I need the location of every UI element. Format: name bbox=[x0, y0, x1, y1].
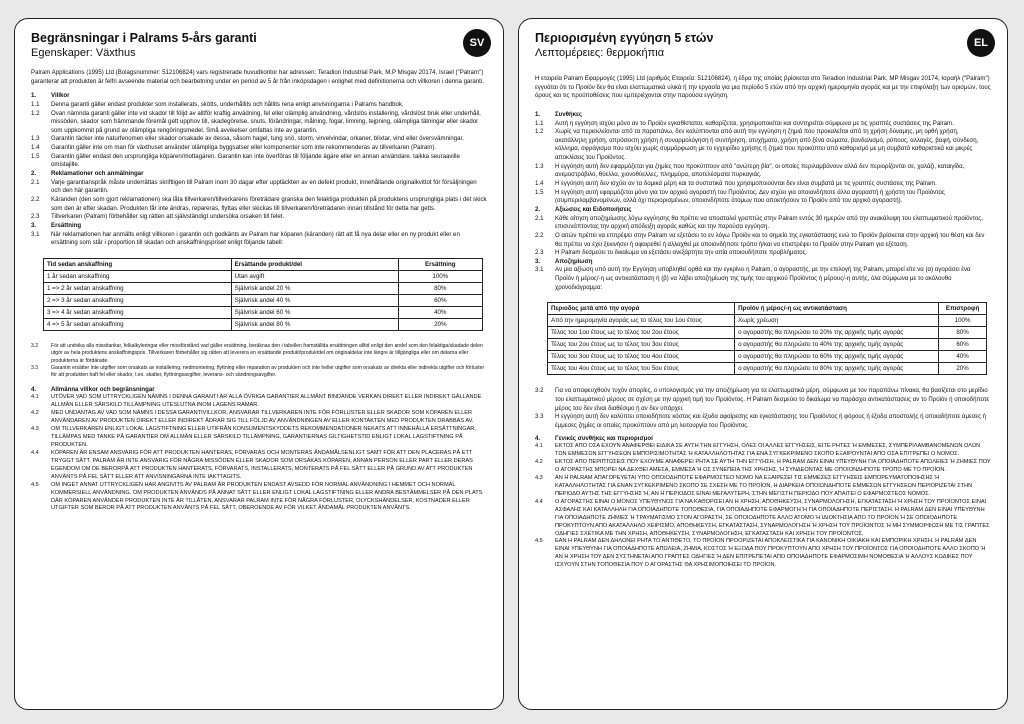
clause-number: 3.2 bbox=[535, 387, 544, 395]
table-cell: 60% bbox=[939, 339, 987, 351]
clause-text: Garantin gäller inte om man för växthuset använder olämpliga byggsatser eller komponenter som inte rekommenderas av tillverkaren (Palram). bbox=[51, 144, 437, 152]
table-cell: ο αγοραστής θα πληρώσει το 80% της αρχικής τιμής αγοράς bbox=[735, 363, 939, 375]
section-heading: 2. Αξιώσεις και Ειδοποιήσεις bbox=[535, 205, 632, 213]
section-heading: 3. Ersättning bbox=[31, 221, 82, 229]
clause-item bbox=[535, 387, 991, 413]
table-cell: Τέλος του 1ου έτους ως το τέλος του 2ου έτους bbox=[548, 327, 735, 339]
clause-item bbox=[535, 413, 991, 430]
section-heading: 3. Αποζημίωση bbox=[535, 257, 593, 265]
warranty-page-el bbox=[518, 18, 1008, 710]
table-cell: 100% bbox=[398, 270, 482, 282]
clause-item bbox=[31, 450, 487, 482]
table-row bbox=[548, 315, 987, 327]
clause-text: Ovan nämnda garanti gäller inte vid skador till följd av alltför kraftig anvädning, fel eller olämplig användning, vårdslös installering, vårdslöst bruk eller underhåll, missöden, skador som främmande föremål gett upphov till, skadegörelse, snuts, förändringar, målning, fogar, limning, tejpning, olämpliga tätningar eller skador som uppkommit på grund av olämpliga rengöringsmedel. Små avvikelser omfattas inte av garantin. bbox=[51, 109, 481, 134]
section-list bbox=[535, 120, 991, 206]
table-cell: Από την ημερομηνία αγοράς ως το τέλος του 1ου έτους bbox=[548, 315, 735, 327]
table-header-row bbox=[44, 258, 483, 270]
clause-text: Η εγγύηση αυτή δεν καλύπτει οποιοδήποτε κόστος και έξοδα αφαίρεσης και εγκατάστασης του Προϊόντος ή φόρους ή έξοδα αποστολής ή οποιαδήποτε άμεσες ή έμμεσες ζημίες οι οποίες προκύπτουν από μη λειτουργία του Προϊόντος. bbox=[555, 413, 987, 429]
clause-item bbox=[535, 475, 991, 499]
clause-text: KÖPAREN ÄR ENSAM ANSVARIG FÖR ATT PRODUKTEN HANTERAS, FÖRVARAS OCH MONTERAS ÄNDAMÅLSENLIGT SAMT FÖR ATT DEN PLACERAS PÅ ETT TRYGGT SÄTT. PALRAM ÄR INTE ANSVARIG FÖR NÅGRA MISSÖDEN ELLER SKADOR SOM ORSAKAS KÖPAREN, ANNAN PERSON ELLER PART ELLER DERAS EGENDOM OM DE BERORPÅ ATT PRODUKTEN HANTERATS, FÖRVARATS, INSTALLERATS, MONTERATS PÅ FEL SÄTT ELLER PÅ GRUND AV ATT PRODUKTEN ANVÄNTS PÅ FEL SÄTT ELLER ATT ANVISNINGARNA INTE IAKTTAGITS. bbox=[51, 449, 473, 480]
clause-text: Αυτή η εγγύηση ισχύει μόνο αν το Προϊόν εγκαθίσταται, καθαρίζεται, χρησιμοποιείται και συντηρείται σύμφωνα με τις γραπτές συστάσεις της Palram. bbox=[555, 119, 954, 127]
clause-number: 4.5 bbox=[535, 538, 543, 545]
clause-item bbox=[31, 101, 487, 110]
clause-text: Χωρίς να περιεκλείονται από τα παραπάνω, δεν καλύπτονται από αυτή την εγγύηση η ζημιά που προκαλείται από τη χρήση δύναμης, μη ορθή χρήση, ακατάλληλη χρήση, απρόσεκτη χρήση ή συναρμολόγηση ή συντήρηση, ατυχήματα, χρήση από ξένα σώματα, βανδαλισμό, ρύπους, αλλαγές, βαφή, σύνδεση, κόλλημα, σφράγισμα που ισχύει χωρίς συμμόρφωση με το εγχειρίδιο χρήσης ή ζημιά που προκύπτει από καθαρισμό με μη συμβατά καθαριστικά και μικρές αποκλίσεις του Προϊόντος. bbox=[555, 128, 979, 162]
clause-item bbox=[31, 343, 487, 365]
clause-text: Varje garantianspråk måste underrättas skriftligen till Palram inom 30 dagar efter upptäckten av en defekt produkt, innehållande originalkvittot för försäljningen och den här garantin. bbox=[51, 178, 477, 195]
clause-text: MED UNDANTAG AV VAD SOM NÄMNS I DESSA GARANTIVILLKOR, ANSVARAR TILLVERKAREN INTE FÖR FÖRLUSTER ELLER SKADOR SOM KÖPAREN ELLER ANVÄNDAREN AV PRODUKTEN DIREKT ELLER INDIREKT ÅDRAR SIG TILL FÖLJD AV ANVÄNDNINGEN AV ELLER KONTAKTEN MED PRODUKTEN DRABBAS AV. bbox=[51, 410, 474, 425]
clause-text: Ο αιτών πρέπει να επιτρέψει στην Palram να εξετάσει το εν λόγω Προϊόν και το σημείο της εγκατάστασης ενώ το Προϊόν βρίσκεται στην αρχική του θέση και δεν θα πρέπει να έχει ξεκινήσει ή αφαιρεθεί ή αλλαχθεί με οποιονδήποτε τρόπο ή/και να επιστρέψει το Προϊόν στην Palram για εξέταση. bbox=[555, 231, 985, 248]
column-header: Επιστροφή bbox=[939, 303, 987, 315]
clause-text: Ο ΑΓΟΡΑΣΤΗΣ ΕΙΝΑΙ Ο ΜΟΝΟΣ ΥΠΕΥΘΥΝΟΣ ΓΙΑ ΝΑ ΚΑΘΟΡΙΣΕΙ ΑΝ Η ΧΡΗΣΗ, ΑΠΟΘΗΚΕΥΣΗ, ΣΥΝΑΡΜΟΛΟΓΗΣΗ, ΕΓΚΑΤΑΣΤΑΣΗ Ή ΧΡΗΣΗ ΤΟΥ ΠΡΟΪΟΝΤΟΣ ΕΙΝΑΙ ΑΣΦΑΛΗΣ ΚΑΙ ΚΑΤΑΛΛΗΛΗ ΓΙΑ ΟΠΟΙΑΔΗΠΟΤΕ ΤΟΠΟΘΕΣΙΑ, ΓΙΑ ΟΠΟΙΑΔΗΠΟΤΕ ΕΦΑΡΜΟΓΗ Ή ΓΙΑ ΟΠΟΙΑΔΗΠΟΤΕ ΠΕΡΙΣΤΑΣΗ. Η PALRAM ΔΕΝ ΕΙΝΑΙ ΥΠΕΥΘΥΝΗ ΓΙΑ ΟΠΟΙΑΔΗΠΟΤΕ ΖΗΜΙΕΣ Ή ΤΡΑΥΜΑΤΙΣΜΟ ΣΤΟΝ ΑΓΟΡΑΣΤΗ, ΣΕ ΟΠΟΙΟΔΗΠΟΤΕ ΑΛΛΟ ΑΤΟΜΟ Ή ΙΔΙΟΚΤΗΣΙΑ ΑΠΟ ΤΟ ΠΡΟΪΟΝ Ή ΣΕ ΟΠΟΙΟΔΗΠΟΤΕ ΠΡΟΚΥΠΤΟΥΝ ΑΠΟ ΑΚΑΤΑΛΛΗΛΟ ΧΕΙΡΙΣΜΟ, ΑΠΟΘΗΚΕΥΣΗ, ΕΓΚΑΤΑΣΤΑΣΗ, ΣΥΝΑΡΜΟΛΟΓΗΣΗ Ή ΧΡΗΣΗ ΤΟΥ ΠΡΟΪΟΝΤΟΣ Ή ΜΗ ΣΥΜΜΟΡΦΩΣΗ ΜΕ ΤΙΣ ΓΡΑΠΤΕΣ ΟΔΗΓΙΕΣ ΣΧΕΤΙΚΑ ΜΕ ΤΗΝ ΧΡΗΣΗ, ΑΠΟΘΗΚΕΥΣΗ, ΣΥΝΑΡΜΟΛΟΓΗΣΗ, ΕΓΚΑΤΑΣΤΑΣΗ ΚΑΙ ΧΡΗΣΗ ΤΟΥ ΠΡΟΪΟΝΤΟΣ. bbox=[555, 498, 990, 537]
clause-text: Κάθε αίτηση αποζημίωσης λόγω εγγύησης θα πρέπει να αποσταλεί γραπτώς στην Palram εντός 30 ημερών από την ανακάλυψη του ελαττωματικού προϊόντος, επισυνάπτοντας την αρχική απόδειξη αγοράς καθώς και την παρούσα εγγύηση. bbox=[555, 214, 983, 231]
clause-number: 1.2 bbox=[535, 128, 544, 136]
clause-item bbox=[535, 538, 991, 570]
clause-text: Käranden (den som gjort reklamationen) ska låta tillverkaren/tillverkarens företrädare granska den felaktiga produkten på produktens ursprungliga plats i det skick som den är efter skadan. Produkten får inte ändras, repareras, flyttas eller skickas till tillverkaren/företrädaren innan tillstånd för detta har getts. bbox=[51, 195, 487, 212]
table-cell: 80% bbox=[398, 282, 482, 294]
table-cell: ο αγοραστής θα πληρώσει το 20% της αρχικής τιμής αγοράς bbox=[735, 327, 939, 339]
table-cell: Utan avgift bbox=[231, 270, 398, 282]
clause-number: 2.3 bbox=[535, 249, 544, 257]
clause-item bbox=[535, 499, 991, 539]
clause-item bbox=[535, 249, 991, 258]
clause-number: 4.1 bbox=[31, 394, 39, 401]
table-row bbox=[548, 339, 987, 351]
language-badge-sv: SV bbox=[463, 29, 491, 57]
table-cell: Självrisk andel 20 % bbox=[231, 282, 398, 294]
table-cell: Τέλος του 3ου έτους ως το τέλος του 4ου έτους bbox=[548, 351, 735, 363]
clause-item bbox=[31, 213, 487, 222]
table-cell: ο αγοραστής θα πληρώσει το 60% της αρχικής τιμής αγοράς bbox=[735, 351, 939, 363]
clause-text: OM INGET ANNAT UTTRYCKLIGEN HAR ANGIVITS AV PALRAM ÄR PRODUKTEN ENDAST AVSEDD FÖR NORMAL ANVÄNDNING I HEMMET OCH NORMAL KOMMERSIELL ANVÄNDNING. OM PRODUKTEN ANVÄNDS PÅ ANNAT SÄTT ELLER ENLIGT LOKAL LAGSTIFTNING ELLER ANDRA BESTÄMMELSER PÅ DEN PLATS DÄR KÖPAREN ANVÄNDER PRODUKTEN INTE ÄR TILLÅTEN, ANSVARAR PALRAM INTE FÖR NÅGRA FÖRLUSTER, OLYCKSHÄNDELSER, KOSTNADER ELLER UTGIFTER SOM BEROR PÅ ATT PRODUKTEN ANVÄNTS PÅ FEL SÄTT, OBEROENDE AV FÖR VILKET ÄNDAMÅL PRODUKTEN ANVÄNTS. bbox=[51, 481, 483, 512]
table-cell: Τέλος του 2ου έτους ως το τέλος του 3ου έτους bbox=[548, 339, 735, 351]
table-row bbox=[44, 294, 483, 306]
clause-number: 1.5 bbox=[31, 152, 40, 160]
intro-paragraph-el: Η εταιρεία Palram Εφαρμογές (1995) Ltd (αριθμός Εταιρεία: 512106824), η έδρα της οποίας βρίσκεται στο Teradion Industrial Park, MP Misgav 20174, Ισραήλ ("Palram") εγγυάται ότι το Προϊόν δεν θα είναι ελαττωματικά υλικά ή την εργασία για μια περίοδο 5 ετών από την αρχική ημερομηνία αγοράς και με την επιφύλαξη των ορισμών, τους όρους και τις προϋποθέσεις που εμπεριέχονται στην παρούσα εγγύηση. bbox=[535, 75, 991, 100]
table-cell: Χωρίς χρέωση bbox=[735, 315, 939, 327]
intro-paragraph-sv: Palram Applications (1995) Ltd (Bolagsnummer: 512106824) vars registrerade huvudkontor har adressen: Teradion Industrial Park, M.P Misgav 20174, Israel ("Palram") garanterar att produkten är felfri avseende material och bearbetning under en period av 5 år från inköpsdagen i enlighet med definitionerna och villkoren i denna garanti. bbox=[31, 69, 484, 85]
section-list bbox=[535, 387, 991, 430]
clause-text: Garantin gäller endast den ursprungliga köparen/mottagaren. Garantin kan inte överföras till följande ägare eller en annan användare. taikka seuraaville omistajille. bbox=[51, 152, 460, 169]
page-title-el: Περιορισμένη εγγύηση 5 ετών bbox=[535, 31, 714, 45]
clause-item bbox=[31, 365, 487, 380]
column-header: Tid sedan anskaffning bbox=[44, 258, 232, 270]
clause-number: 2.1 bbox=[535, 214, 544, 222]
section-heading: 4. Γενικές συνθήκες και περιορισμοί bbox=[535, 434, 653, 442]
page-subtitle-sv: Egenskaper: Växthus bbox=[31, 47, 136, 59]
table-header-row bbox=[548, 303, 987, 315]
clause-item bbox=[535, 189, 991, 206]
clause-text: Garantin ersätter inte utgifter som orsakats av installering, nedmontering, flyttning eller reparation av produkten och inte heller utgifter som orsakats av direkta eller indirekta utgifter och förluster för att produkten haft fel eller skador, t.ex. skatter, flyttningsavgifter, leverans- och sändningsavgifter. bbox=[51, 364, 485, 379]
clause-number: 2.2 bbox=[31, 195, 40, 203]
table-cell: 60% bbox=[398, 294, 482, 306]
clause-text: ΕΚΤΟΣ ΑΠΟ ΟΣΑ ΕΧΟΥΝ ΑΝΑΦΕΡΘΕΙ ΕΙΔΙΚΑ ΣΕ ΑΥΤΗ ΤΗΝ ΕΓΓΥΗΣΗ, ΟΛΕΣ ΟΙ ΑΛΛΕΣ ΕΓΓΥΗΣΕΙΣ, ΕΙΤΕ ΡΗΤΕΣ Ή ΕΜΜΕΣΕΣ, ΣΥΜΠΕΡΙΛΑΜΒΑΝΟΜΕΝΩΝ ΟΛΩΝ ΤΩΝ ΕΜΜΕΣΩΝ ΕΓΓΥΗΣΕΩΝ ΕΜΠΟΡΙΣΙΜΟΤΗΤΑΣ Ή ΚΑΤΑΛΛΗΛΟΤΗΤΑΣ ΓΙΑ ΕΝΑ ΣΥΓΚΕΚΡΙΜΕΝΟ ΣΚΟΠΟ ΕΞΑΙΡΟΥΝΤΑΙ ΑΠΟ ΟΣΑ ΕΠΙΤΡΕΠΕΙ Ο ΝΟΜΟΣ. bbox=[555, 443, 981, 458]
section-heading: 2. Reklamationer och anmälningar bbox=[31, 170, 144, 178]
clause-text: ΑΝ Η PALRAM ΑΠΑΓΟΡΕΥΕΤΑΙ ΥΠΟ ΟΠΟΙΟΔΗΠΟΤΕ ΕΦΑΡΜΟΣΤΕΟ ΝΟΜΟ ΝΑ ΕΞΑΙΡΕΣΕΙ ΤΙΣ ΕΜΜΕΣΕΣ ΕΓΓΥΗΣΕΙΣ ΕΜΠΟΡΕΥΜΑΤΟΠΟΙΗΣΗΣ Ή ΚΑΤΑΛΛΗΛΟΤΗΤΑΣ ΓΙΑ ΕΝΑΝ ΣΥΓΚΕΚΡΙΜΕΝΟ ΣΚΟΠΟ ΣΕ ΣΧΕΣΗ ΜΕ ΤΟ ΠΡΟΪΟΝ, Η ΔΙΑΡΚΕΙΑ ΟΠΟΙΩΝΔΗΠΟΤΕ ΕΜΜΕΣΩΝ ΕΓΓΥΗΣΕΩΝ ΠΕΡΙΟΡΙΖΕΤΑΙ ΣΤΗΝ ΠΕΡΙΟΔΟ ΑΥΤΗΣ ΤΗΣ ΕΓΓΥΗΣΗΣ Ή, ΑΝ Η ΠΕΡΙΟΔΟΣ ΕΙΝΑΙ ΜΕΓΑΛΥΤΕΡΗ, ΣΤΗΝ ΜΕΓΙΣΤΗ ΠΕΡΙΟΔΟ ΠΟΥ ΑΠΑΙΤΕΙ Ο ΕΦΑΡΜΟΣΤΕΟΣ ΝΟΜΟΣ. bbox=[555, 474, 973, 497]
clause-item bbox=[535, 120, 991, 129]
table-cell: 1 år sedan anskaffning bbox=[44, 270, 232, 282]
column-header: Προϊόν ή μέρος/-η ως αντικατάσταση bbox=[735, 303, 939, 315]
clause-item bbox=[535, 163, 991, 180]
table-cell: 2 => 3 år sedan anskaffning bbox=[44, 294, 232, 306]
clause-item bbox=[31, 426, 487, 450]
clause-number: 1.1 bbox=[535, 119, 544, 127]
clause-number: 2.2 bbox=[535, 231, 544, 239]
table-row bbox=[44, 318, 483, 330]
clause-number: 4.2 bbox=[31, 410, 39, 417]
table-row bbox=[548, 363, 987, 375]
clause-number: 4.5 bbox=[31, 481, 39, 488]
clause-number: 4.3 bbox=[31, 426, 39, 433]
column-header: Περιοδος μετά από την αγορά bbox=[548, 303, 735, 315]
table-cell: 1 => 2 år sedan anskaffning bbox=[44, 282, 232, 294]
clause-text: Tillverkaren (Palram) förbehåller sig rätten att självständigt undersöka orsaken till felet. bbox=[51, 213, 285, 221]
table-row bbox=[548, 327, 987, 339]
clause-number: 1.4 bbox=[535, 180, 544, 188]
language-badge-el: EL bbox=[967, 29, 995, 57]
clause-text: OM TILLVERKAREN ENLIGT LOKAL LAGSTIFTNING ELLER UTIFRÅN KONSUMENTSKYDDETS REKOMMENDATIONER NEKATS ATT INNEHÅLLA ERSÄTTNINGAR, TILLÄMPAS MED TANKE PÅ GARANTIER OM ALLMÄN ELLER SÄRSKILD TILLÄMPNING, GARANTIERNAS GILTIGHETSTID ENLIGT LOKAL LAGSTIFTNING PÅ PRODUKTEN. bbox=[51, 426, 476, 448]
clause-item bbox=[31, 110, 487, 136]
section-list bbox=[31, 394, 487, 513]
table-cell: Τέλος του 4ου έτους ως το τέλος του 5ου έτους bbox=[548, 363, 735, 375]
clause-item bbox=[31, 394, 487, 410]
table-cell: 100% bbox=[939, 315, 987, 327]
section-heading: 1. Συνθήκες bbox=[535, 110, 583, 118]
table-row bbox=[44, 270, 483, 282]
clause-number: 3.1 bbox=[31, 230, 40, 238]
clause-item bbox=[31, 179, 487, 196]
clause-number: 1.1 bbox=[31, 100, 40, 108]
table-cell: Självrisk andel 40 % bbox=[231, 294, 398, 306]
clause-text: UTÖVER VAD SOM UTTRYCKLIGEN NÄMNS I DENNA GARANTI ÄR ALLA ÖVRIGA GARANTIER ALLMÄNT BINDANDE VERKAN DIREKT ELLER INDIREKT GÄLLANDE ALLMÄN ELLER SÄRSKILD TILLÄMPNING UTESLUTNA INOM LAGENS RAMAR. bbox=[51, 394, 482, 409]
clause-number: 1.3 bbox=[31, 135, 40, 143]
clause-item bbox=[31, 135, 487, 144]
clause-number: 1.3 bbox=[535, 162, 544, 170]
compensation-table-el bbox=[547, 302, 987, 375]
section-list bbox=[31, 231, 487, 248]
section-heading: 1. Villkor bbox=[31, 92, 70, 100]
section-list bbox=[535, 266, 991, 292]
warranty-page-sv bbox=[14, 18, 504, 710]
table-row bbox=[44, 282, 483, 294]
table-cell: 20% bbox=[398, 318, 482, 330]
clause-number: 2.1 bbox=[31, 178, 40, 186]
table-cell: 40% bbox=[939, 351, 987, 363]
clause-number: 1.4 bbox=[31, 144, 40, 152]
section-list bbox=[31, 179, 487, 222]
clause-number: 4.4 bbox=[535, 498, 543, 505]
clause-number: 2.3 bbox=[31, 213, 40, 221]
clause-text: ΕΚΤΟΣ ΑΠΟ ΠΕΡΙΠΤΩΣΕΙΣ ΠΟΥ ΕΧΟΥΜΕ ΑΝΑΦΕΡΕΙ ΡΗΤΑ ΣΕ ΑΥΤΗ ΤΗΝ ΕΓΓΥΗΣΗ, Η PALRAM ΔΕΝ ΕΙΝΑΙ ΥΠΕΥΘΥΝΗ ΓΙΑ ΟΠΟΙΑΔΗΠΟΤΕ ΑΠΩΛΕΙΕΣ Ή ΖΗΜΙΕΣ ΠΟΥ Ο ΑΓΟΡΑΣΤΗΣ ΜΠΟΡΕΙ ΝΑ ΔΕΧΘΕΙ ΑΜΕΣΑ, ΕΜΜΕΣΑ Ή ΩΣ ΣΥΝΕΠΕΙΑ ΤΗΣ ΧΡΗΣΗΣ, Ή ΣΥΝΔΕΟΝΤΑΣ ΜΕ ΟΠΟΙΟΝΔΗΠΟΤΕ ΤΡΟΠΟ ΜΕ ΤΟ ΠΡΟΪΟΝ. bbox=[555, 459, 991, 474]
clause-text: För att undvika alla missitankar, felkalkyleringar eller missförstånd vad gäller ersättning, beräknas den i tabellen framställda ersättningen alltid enligt den andel som den felaktiga/skadade delen utgör av hela produktens anskaffningspris. Tillverkaren förbehåller sig rätten att leverera en ersättande produkt/produktdel om originaldelar inte längre är tillgängliga eller om delarna eller produkterna är fördärade. bbox=[51, 342, 483, 364]
compensation-table-sv bbox=[43, 258, 483, 331]
clause-number: 1.2 bbox=[31, 109, 40, 117]
clause-text: När reklamationen har anmälts enligt villkoren i garantin och godkänts av Palram har köparen (käranden) rätt att få nya delar eller en ny produkt eller en ersättning som står i proportion till skadan och anskaffningspriset enligt följande tabell: bbox=[51, 230, 460, 247]
clause-item bbox=[31, 153, 487, 170]
table-cell: Självrisk andel 80 % bbox=[231, 318, 398, 330]
section-heading: 4. Allmänna villkor och begränsningar bbox=[31, 385, 155, 393]
clause-text: Denna garanti gäller endast produkter som installerats, skötts, underhållits och hållits rena enligt anvisningarna i Palrams handbok. bbox=[51, 100, 404, 108]
table-cell: ο αγοραστής θα πληρώσει το 40% της αρχικής τιμής αγοράς bbox=[735, 339, 939, 351]
clause-number: 4.1 bbox=[535, 443, 543, 450]
clause-number: 3.2 bbox=[31, 342, 39, 349]
clause-number: 3.1 bbox=[535, 266, 544, 274]
table-cell: 3 => 4 år sedan anskaffning bbox=[44, 306, 232, 318]
clause-text: Η εγγύηση αυτή δεν ισχύει αν τα δομικά μέρη και τα συστατικά που χρησιμοποιούνται δεν είναι συμβατά με τις γραπτές συστάσεις της Palram. bbox=[555, 180, 937, 188]
clause-item bbox=[31, 410, 487, 426]
clause-number: 4.4 bbox=[31, 449, 39, 456]
page-title-sv: Begränsningar i Palrams 5-års garanti bbox=[31, 31, 257, 45]
clause-text: Η εγγύηση αυτή δεν εφαρμόζεται για ζημίες που προκύπτουν από "ανώτερη βία", οι οποίες περιλαμβάνουν αλλά δεν περιορίζονται σε, χαλάζι, καταιγίδα, ανεμοστρόβιλο, θύελλα, χιονοθύελλες, πλημμύρα, αποτελέσματα πυρκαγιάς. bbox=[555, 162, 965, 179]
clause-item bbox=[535, 266, 991, 292]
clause-number: 1.5 bbox=[535, 188, 544, 196]
section-list bbox=[535, 215, 991, 258]
table-cell: 80% bbox=[939, 327, 987, 339]
page-subtitle-el: Λεπτομέρειες: θερμοκήπια bbox=[535, 47, 665, 59]
clause-number: 4.3 bbox=[535, 474, 543, 481]
section-list bbox=[31, 343, 487, 380]
clause-item bbox=[535, 180, 991, 189]
section-list bbox=[535, 443, 991, 570]
clause-item bbox=[31, 196, 487, 213]
clause-item bbox=[535, 459, 991, 475]
column-header: Ersättning bbox=[398, 258, 482, 270]
clause-item bbox=[535, 443, 991, 459]
column-header: Ersättande produkt/del bbox=[231, 258, 398, 270]
clause-item bbox=[535, 232, 991, 249]
clause-item bbox=[31, 482, 487, 514]
clause-text: Η εγγύηση αυτή εφαρμόζεται μόνο για τον αρχικό αγοραστή του Προϊόντος. Δεν ισχύει για οποιονδήποτε άλλο αγοραστή ή χρήστη του Προϊόντος (συμπεριλαμβανομένων, αλλά όχι περιορισμένων, οποιονδήποτε άτομων που αποκτήσουν το Προϊόν από τον αρχικό αγοραστή). bbox=[555, 188, 945, 205]
table-cell: 40% bbox=[398, 306, 482, 318]
clause-item bbox=[31, 144, 487, 153]
table-cell: Självrisk andel 60 % bbox=[231, 306, 398, 318]
clause-item bbox=[535, 215, 991, 232]
clause-number: 3.3 bbox=[31, 364, 39, 371]
section-list bbox=[31, 101, 487, 170]
clause-item bbox=[535, 128, 991, 163]
clause-text: ΕΑΝ Η PALRAM ΔΕΝ ΔΗΛΩΝΕΙ ΡΗΤΑ ΤΟ ΑΝΤΙΘΕΤΟ, ΤΟ ΠΡΟΪΟΝ ΠΡΟΟΡΙΖΕΤΑΙ ΑΠΟΚΛΕΙΣΤΙΚΑ ΓΙΑ ΚΑΝΟΝΙΚΗ ΟΙΚΙΑΚΗ ΚΑΙ ΕΜΠΟΡΙΚΗ ΧΡΗΣΗ. Η PALRAM ΔΕΝ ΕΙΝΑΙ ΥΠΕΥΘΥΝΗ ΓΙΑ ΟΠΟΙΑΔΗΠΟΤΕ ΑΠΩΛΕΙΑ, ΖΗΜΙΑ, ΚΟΣΤΟΣ Ή ΕΞΟΔΑ ΠΟΥ ΠΡΟΚΥΠΤΟΥΝ ΑΠΟ ΧΡΗΣΗ ΤΟΥ ΠΡΟΪΟΝΤΟΣ ΓΙΑ ΟΠΟΙΟΔΗΠΟΤΕ ΑΛΛΟ ΣΚΟΠΟ Ή ΑΝ Η ΧΡΗΣΗ ΤΟΥ ΔΕΝ ΣΥΣΤΗΝΕΤΑΙ ΑΠΟ ΓΡΑΠΤΕΣ ΟΔΗΓΙΕΣ Ή ΔΕΝ ΕΠΙΤΡΕΠΕΤΑΙ ΑΠΟ ΟΠΟΙΑΔΗΠΟΤΕ ΕΦΑΡΜΟΣΙΜΗ ΝΟΜΟΘΕΣΙΑ Ή ΑΛΛΟΥΣ ΚΩΔΙΚΕΣ ΠΟΥ ΙΣΧΥΟΥΝ ΣΤΗΝ ΤΟΠΟΘΕΣΙΑ ΠΟΥ Ο ΑΓΟΡΑΣΤΗΣ ΘΑ ΧΡΗΣΙΜΟΠΟΙΗΣΕΙ ΤΟ ΠΡΟΪΟΝ. bbox=[555, 538, 986, 569]
table-cell: 4 => 5 år sedan anskaffning bbox=[44, 318, 232, 330]
clause-text: Η Palram δεσμεύει το δικαίωμα να εξετάσει ανεξάρτητα την αιτία οποιουδήποτε προβλήματος. bbox=[555, 249, 808, 257]
clause-text: Αν μια αξίωση υπό αυτή την Εγγύηση υποβληθεί ορθά και την εγκρίνει η Palram, ο αγοραστής, με την επιλογή της Palram, μπορεί είτε να (α) αγοράσει ένα Προϊόν ή μέρος/-η ως αντικατάσταση ή (β) να λάβει αποζημίωση της τιμής του αρχικού Προϊόντος ή μέρους/-η αυτής, όλα σύμφωνα με το ακόλουθο χρονοδιάγραμμα: bbox=[555, 266, 971, 291]
clause-text: Για να αποφευχθούν τυχόν απορίες, ο υπολογισμός για την αποζημίωση για τα ελαττωματικά μέρη, σύμφωνα με τον παραπάνω πίνακα, θα βασίζεται στο μερίδιο του ελαττωματικού μέρους σε σχέση με την αρχική τιμή του Προϊόντος. Η Palram δεσμεύει το δικαίωμα να παράσχει αντικατάστασεις αν το Προϊόν ή οποιοδήποτε μέρος του δεν είναι διαθέσιμο ή αν δεν υπάρχει. bbox=[555, 387, 990, 412]
table-row bbox=[44, 306, 483, 318]
clause-item bbox=[31, 231, 487, 248]
table-cell: 20% bbox=[939, 363, 987, 375]
table-row bbox=[548, 351, 987, 363]
clause-number: 4.2 bbox=[535, 459, 543, 466]
clause-text: Garantin täcker inte naturfenomen eller skador orsakade av dessa, såsom hagel, tung snö, storm, virvelvindar, orkaner, blixtar, vind eller översvämningar. bbox=[51, 135, 464, 143]
clause-number: 3.3 bbox=[535, 413, 544, 421]
